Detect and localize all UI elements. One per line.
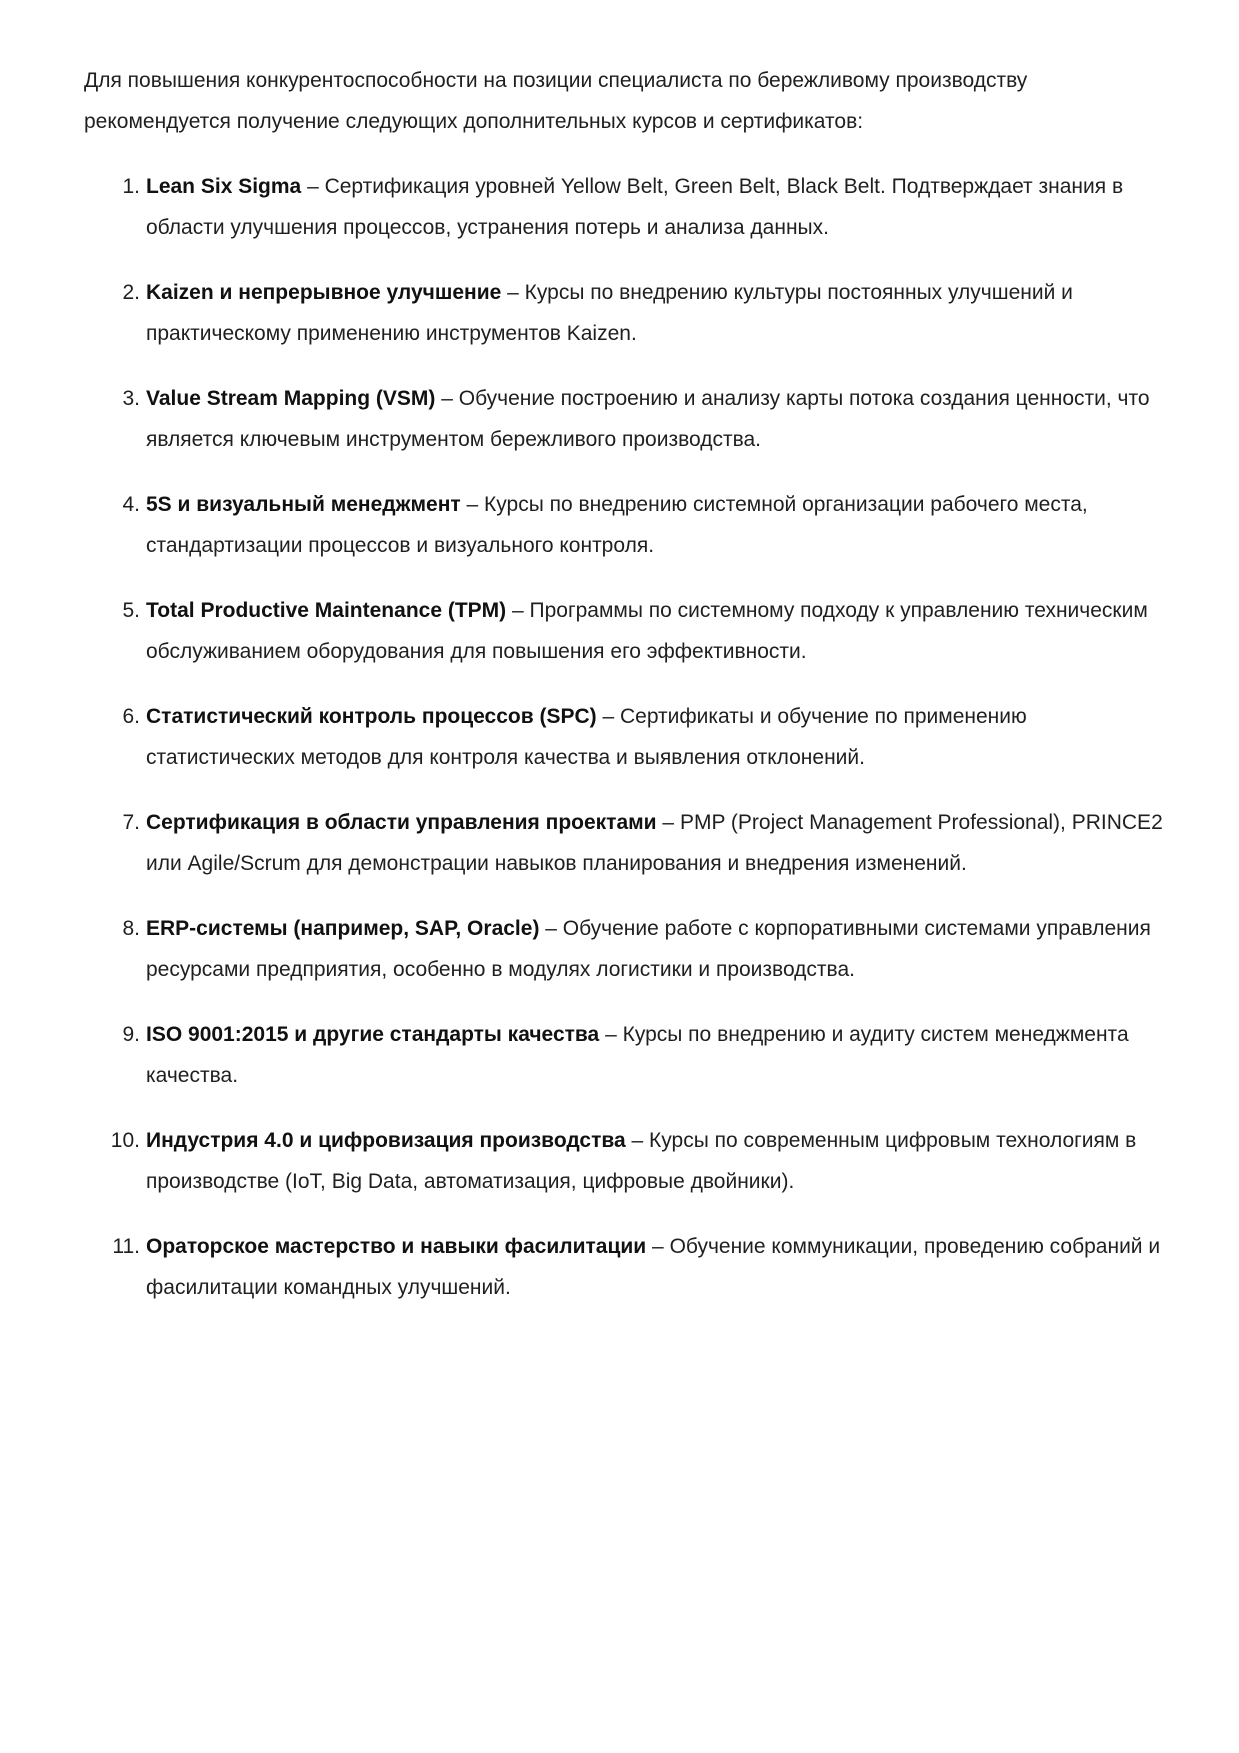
list-item [84,379,1174,460]
list-item [84,909,1174,990]
list-item [84,273,1174,354]
item-title: Сертификация в области управления проектами [146,811,657,834]
item-description: – Программы по системному подходу к управлению техническим обслуживанием оборудования для повышения его эффективности. [146,599,1148,663]
item-title: Value Stream Mapping (VSM) [146,387,436,410]
item-number: 9. [122,1023,140,1046]
list-item [84,591,1174,672]
list-item [84,1227,1174,1308]
item-number: 4. [122,493,140,516]
recommended-courses-list [84,167,1174,1308]
list-item [84,1015,1174,1096]
item-title: ISO 9001:2015 и другие стандарты качества [146,1023,600,1046]
item-title: Lean Six Sigma [146,175,302,198]
item-description: – Курсы по внедрению и аудиту систем менеджмента качества. [146,1023,1129,1087]
item-description: – Обучение построению и анализу карты потока создания ценности, что является ключевым инструментом бережливого производства. [146,387,1150,451]
item-title: Ораторское мастерство и навыки фасилитации [146,1235,647,1258]
intro-paragraph: Для повышения конкурентоспособности на позиции специалиста по бережливому производству рекомендуется получение следующих дополнительных курсов и сертификатов: [84,69,1028,133]
list-item [84,485,1174,566]
item-number: 2. [122,281,140,304]
item-description: – Курсы по внедрению культуры постоянных улучшений и практическому применению инструментов Kaizen. [146,281,1073,345]
item-title: ERP-системы (например, SAP, Oracle) [146,917,540,940]
item-number: 10. [110,1129,140,1152]
item-number: 5. [122,599,140,622]
item-number: 8. [122,917,140,940]
item-title: Индустрия 4.0 и цифровизация производства [146,1129,626,1152]
item-description: – Сертификация уровней Yellow Belt, Green Belt, Black Belt. Подтверждает знания в области улучшения процессов, устранения потерь и анализа данных. [146,175,1124,239]
item-description: – Обучение коммуникации, проведению собраний и фасилитации командных улучшений. [146,1235,1161,1299]
item-title: 5S и визуальный менеджмент [146,493,461,516]
document-body [84,61,1174,1333]
list-item [84,1121,1174,1202]
item-description: – Курсы по внедрению системной организации рабочего места, стандартизации процессов и визуального контроля. [146,493,1088,557]
item-title: Статистический контроль процессов (SPC) [146,705,597,728]
list-item [84,803,1174,884]
item-description: – Сертификаты и обучение по применению статистических методов для контроля качества и выявления отклонений. [146,705,1027,769]
list-item [84,697,1174,778]
item-number: 7. [122,811,140,834]
item-title: Kaizen и непрерывное улучшение [146,281,502,304]
item-number: 3. [122,387,140,410]
item-number: 11. [112,1235,140,1258]
item-description: – PMP (Project Management Professional), PRINCE2 или Agile/Scrum для демонстрации навыков планирования и внедрения изменений. [146,811,1163,875]
item-number: 1. [122,175,140,198]
item-description: – Курсы по современным цифровым технологиям в производстве (IoT, Big Data, автоматизация, цифровые двойники). [146,1129,1137,1193]
item-description: – Обучение работе с корпоративными системами управления ресурсами предприятия, особенно в модулях логистики и производства. [146,917,1151,981]
item-title: Total Productive Maintenance (TPM) [146,599,507,622]
item-number: 6. [122,705,140,728]
list-item [84,167,1174,248]
